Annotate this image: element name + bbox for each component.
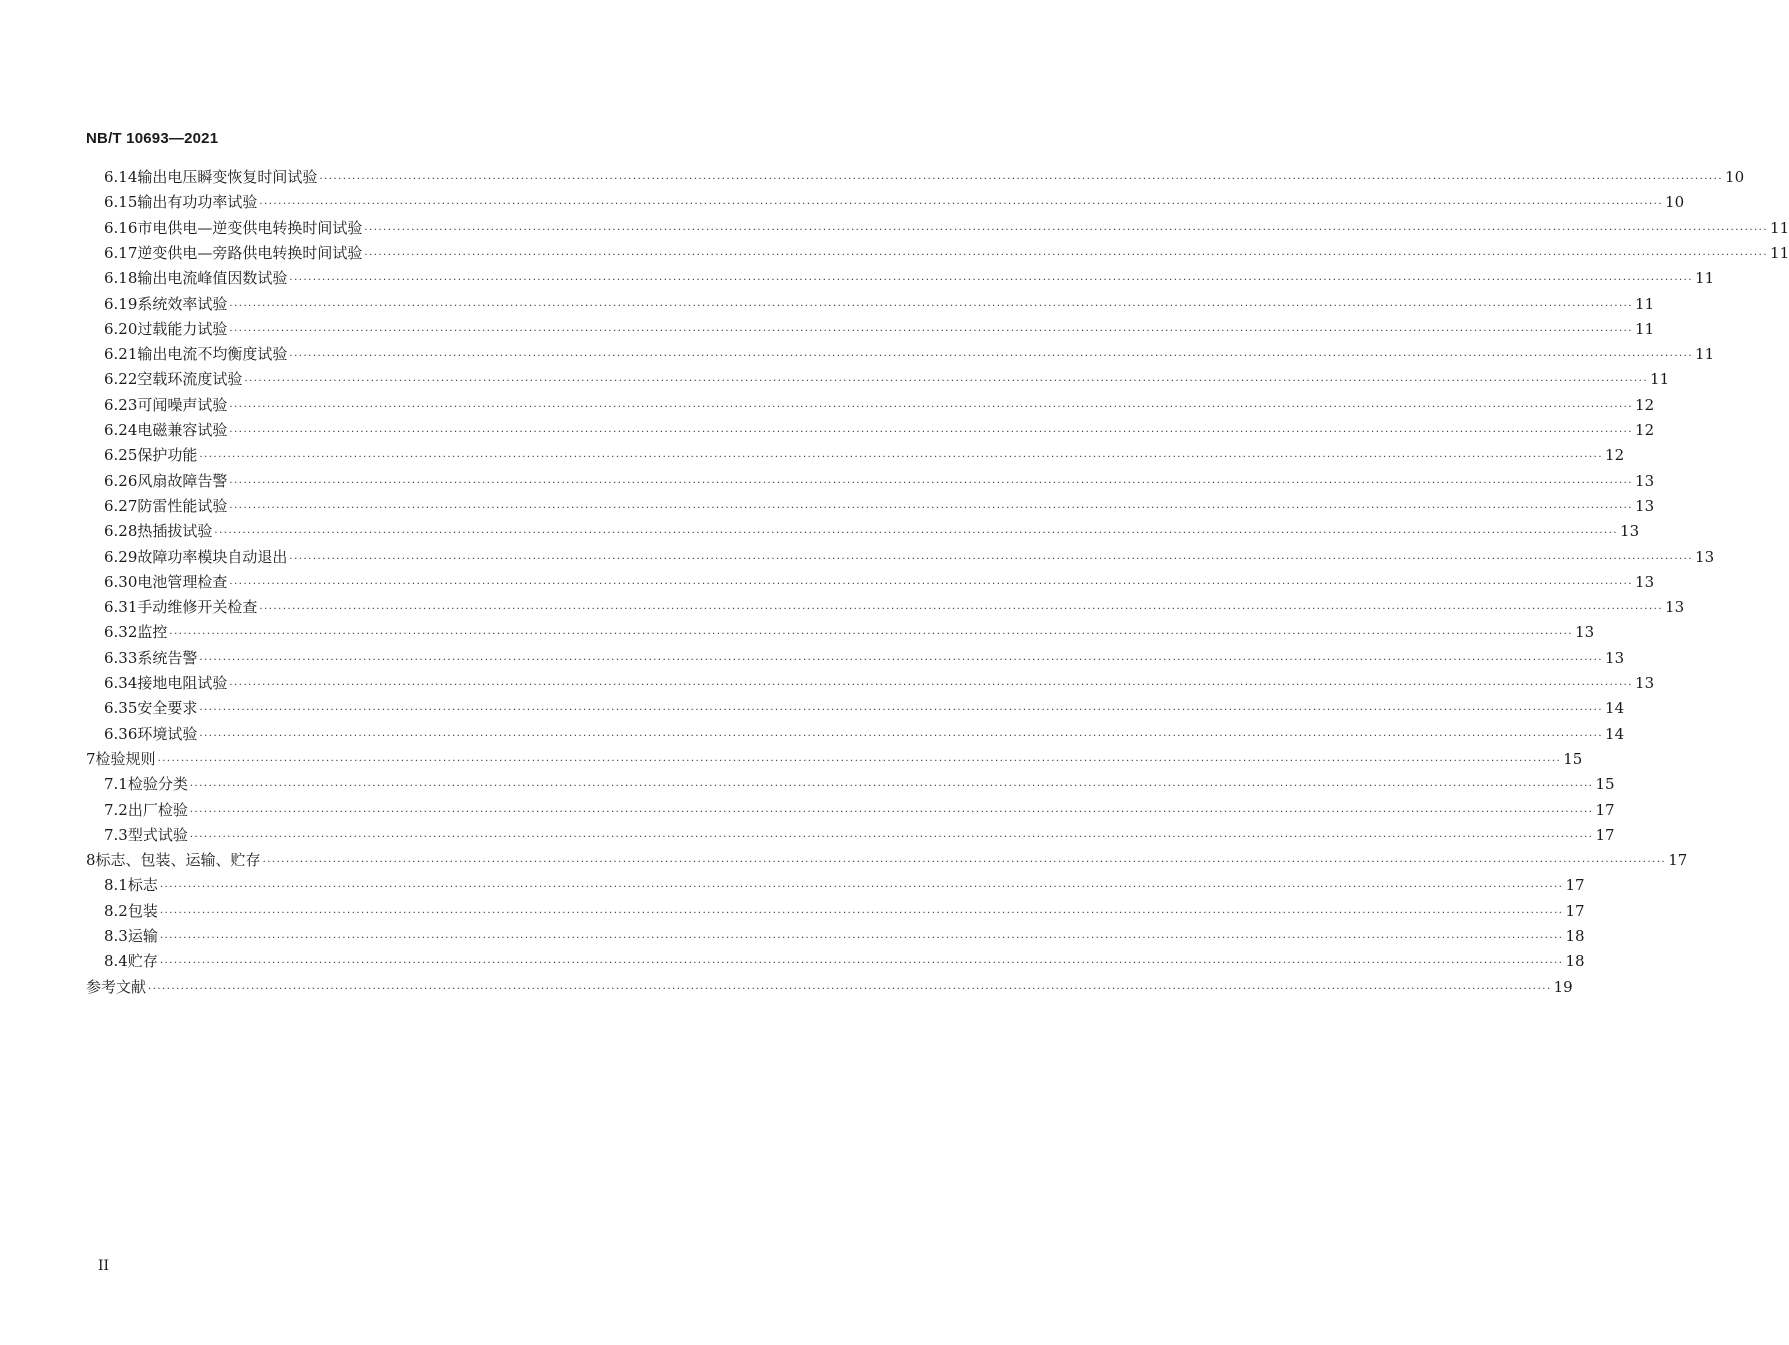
- toc-title: 市电供电—逆变供电转换时间试验: [137, 218, 363, 237]
- toc-entry[interactable]: [104, 874, 1585, 896]
- toc-title: 系统效率试验: [137, 294, 228, 313]
- toc-number: 6.17: [104, 243, 138, 262]
- toc-number: 6.24: [104, 421, 138, 439]
- toc-page-number: 13: [1575, 623, 1595, 642]
- dot-leader: ············································································································································································································································································································: [159, 933, 1564, 944]
- dot-leader: ············································································································································································································································································································: [229, 325, 1634, 337]
- toc-title: 运输: [127, 927, 158, 945]
- toc-page-number: 12: [1635, 421, 1655, 439]
- toc-page-number: 12: [1605, 446, 1625, 465]
- toc-title: 输出电流峰值因数试验: [137, 269, 288, 288]
- toc-page-number: 11: [1650, 370, 1670, 389]
- toc-entry[interactable]: [104, 900, 1585, 922]
- toc-entry[interactable]: [104, 824, 1615, 846]
- dot-leader: ············································································································································································································································································································: [229, 578, 1634, 590]
- toc-title: 出厂检验: [127, 800, 188, 819]
- toc-page-number: 13: [1635, 471, 1655, 490]
- toc-page-number: 17: [1595, 825, 1615, 844]
- toc-title: 检验分类: [127, 775, 188, 794]
- toc-page-number: 17: [1565, 901, 1585, 920]
- toc-page-number: 11: [1695, 269, 1715, 288]
- toc-number: 6.19: [104, 294, 138, 313]
- toc-number: 6.33: [104, 648, 138, 667]
- dot-leader: ············································································································································································································································································································: [229, 680, 1634, 691]
- toc-number: 6.21: [104, 345, 138, 364]
- toc-title: 电池管理检查: [137, 572, 228, 591]
- toc-entry[interactable]: [104, 444, 1625, 466]
- toc-number: 6.32: [104, 623, 138, 642]
- toc-entry[interactable]: [104, 242, 1789, 264]
- toc-number: 6.27: [104, 496, 138, 515]
- toc-number: 6.30: [104, 572, 138, 591]
- toc-page-number: 17: [1565, 876, 1585, 895]
- toc-entry[interactable]: [104, 925, 1585, 947]
- dot-leader: ············································································································································································································································································································: [319, 174, 1724, 185]
- toc-title: 电磁兼容试验: [137, 421, 228, 439]
- toc-page-number: 13: [1695, 547, 1715, 566]
- toc-title: 包装: [127, 901, 158, 920]
- toc-page-number: 19: [1553, 977, 1573, 996]
- toc-entry[interactable]: [104, 368, 1670, 390]
- toc-number: 6.35: [104, 699, 138, 718]
- toc-title: 环境试验: [137, 724, 198, 743]
- toc-page-number: 17: [1668, 851, 1688, 870]
- toc-number: 7.2: [104, 800, 128, 819]
- dot-leader: ············································································································································································································································································································: [229, 427, 1634, 438]
- dot-leader: ············································································································································································································································································································: [189, 806, 1594, 818]
- toc-title: 热插拔试验: [137, 522, 213, 541]
- toc-title: 保护功能: [137, 446, 198, 465]
- toc-page-number: 11: [1695, 345, 1715, 364]
- dot-leader: ············································································································································································································································································································: [364, 249, 1769, 261]
- dot-leader: ············································································································································································································································································································: [244, 376, 1649, 388]
- toc-entry[interactable]: [104, 950, 1585, 972]
- toc-title: 防雷性能试验: [137, 496, 228, 515]
- toc-entry[interactable]: [104, 217, 1789, 239]
- toc-page-number: 11: [1635, 319, 1655, 338]
- toc-number: 8.4: [104, 952, 128, 971]
- toc-page-number: 14: [1605, 724, 1625, 743]
- toc-entry[interactable]: [104, 697, 1625, 719]
- toc-title: 输出电流不均衡度试验: [137, 345, 288, 364]
- toc-title: 参考文献: [86, 977, 147, 996]
- toc-page-number: 14: [1605, 699, 1625, 718]
- toc-number: 8.3: [104, 927, 128, 945]
- toc-entry[interactable]: [104, 318, 1655, 340]
- toc-number: 6.22: [104, 370, 138, 389]
- toc-number: 7.1: [104, 775, 128, 794]
- toc-page-number: 13: [1665, 598, 1685, 617]
- toc-number: 7.3: [104, 825, 128, 844]
- toc-title: 标志: [127, 876, 158, 895]
- toc-entry[interactable]: [104, 343, 1715, 365]
- toc-page-number: 13: [1605, 648, 1625, 667]
- toc-entry[interactable]: [104, 293, 1655, 315]
- toc-number: 6.18: [104, 269, 138, 288]
- toc-page-number: 11: [1770, 218, 1789, 237]
- toc-number: 6.28: [104, 522, 138, 541]
- toc-entry[interactable]: [104, 672, 1655, 694]
- toc-page-number: 13: [1635, 572, 1655, 591]
- dot-leader: ············································································································································································································································································································: [289, 351, 1694, 363]
- toc-entry[interactable]: [104, 621, 1595, 643]
- toc-entry[interactable]: [104, 191, 1685, 213]
- dot-leader: ············································································································································································································································································································: [157, 755, 1562, 767]
- dot-leader: ············································································································································································································································································································: [199, 705, 1604, 717]
- toc-title: 系统告警: [137, 648, 198, 667]
- dot-leader: ············································································································································································································································································································: [289, 275, 1694, 287]
- dot-leader: ············································································································································································································································································································: [199, 452, 1604, 464]
- dot-leader: ············································································································································································································································································································: [364, 224, 1769, 236]
- dot-leader: ············································································································································································································································································································: [259, 199, 1664, 211]
- toc-page-number: 17: [1595, 800, 1615, 819]
- dot-leader: ············································································································································································································································································································: [189, 831, 1594, 843]
- toc-entry[interactable]: [104, 166, 1745, 188]
- dot-leader: ············································································································································································································································································································: [289, 553, 1694, 565]
- toc-page-number: 18: [1565, 927, 1585, 945]
- toc-number: 6.29: [104, 547, 138, 566]
- dot-leader: ············································································································································································································································································································: [229, 300, 1634, 312]
- page-number: II: [98, 1258, 110, 1274]
- toc-title: 可闻噪声试验: [137, 395, 228, 414]
- toc-entry[interactable]: [104, 495, 1655, 517]
- toc-page-number: 10: [1725, 168, 1745, 186]
- dot-leader: ············································································································································································································································································································: [169, 629, 1574, 641]
- dot-leader: ············································································································································································································································································································: [159, 907, 1564, 919]
- toc-title: 风扇故障告警: [137, 471, 228, 490]
- toc-entry[interactable]: [104, 723, 1625, 745]
- toc-number: 6.36: [104, 724, 138, 743]
- toc-entry[interactable]: [104, 596, 1685, 618]
- toc-number: 7: [86, 749, 96, 768]
- toc-number: 6.15: [104, 193, 138, 212]
- toc-entry[interactable]: [104, 520, 1640, 542]
- toc-page-number: 10: [1665, 193, 1685, 212]
- toc-page-number: 13: [1635, 674, 1655, 692]
- toc-entry[interactable]: [104, 773, 1615, 795]
- toc-entry[interactable]: [104, 470, 1655, 492]
- toc-entry[interactable]: [104, 546, 1715, 568]
- toc-number: 8.1: [104, 876, 128, 895]
- toc-entry[interactable]: [86, 976, 1573, 998]
- dot-leader: ············································································································································································································································································································: [262, 857, 1667, 869]
- dot-leader: ············································································································································································································································································································: [189, 781, 1594, 793]
- dot-leader: ············································································································································································································································································································: [159, 958, 1564, 970]
- toc-title: 接地电阻试验: [137, 674, 228, 692]
- toc-title: 逆变供电—旁路供电转换时间试验: [137, 243, 363, 262]
- toc-entry[interactable]: [86, 849, 1688, 871]
- toc-page-number: 11: [1635, 294, 1655, 313]
- toc-number: 8.2: [104, 901, 128, 920]
- toc-number: 6.34: [104, 674, 138, 692]
- toc-number: 6.14: [104, 168, 138, 186]
- toc-title: 输出有功功率试验: [137, 193, 258, 212]
- toc-number: 6.26: [104, 471, 138, 490]
- toc-number: 6.16: [104, 218, 138, 237]
- toc-page-number: 15: [1595, 775, 1615, 794]
- toc-number: 6.25: [104, 446, 138, 465]
- toc-title: 安全要求: [137, 699, 198, 718]
- toc-title: 检验规则: [95, 749, 156, 768]
- dot-leader: ············································································································································································································································································································: [199, 654, 1604, 666]
- toc-number: 8: [86, 851, 96, 870]
- dot-leader: ············································································································································································································································································································: [148, 983, 1552, 995]
- toc-page-number: 18: [1565, 952, 1585, 971]
- toc-page-number: 13: [1635, 496, 1655, 515]
- toc-title: 贮存: [127, 952, 158, 971]
- dot-leader: ············································································································································································································································································································: [229, 477, 1634, 489]
- toc-title: 故障功率模块自动退出: [137, 547, 288, 566]
- dot-leader: ············································································································································································································································································································: [199, 730, 1604, 742]
- toc-entry[interactable]: [104, 571, 1655, 593]
- dot-leader: ············································································································································································································································································································: [214, 528, 1619, 540]
- toc-entry[interactable]: [104, 419, 1655, 441]
- toc-entry[interactable]: [104, 647, 1625, 669]
- toc-page-number: 12: [1635, 395, 1655, 414]
- document-id: NB/T 10693—2021: [86, 130, 219, 147]
- toc-number: 6.20: [104, 319, 138, 338]
- toc-title: 监控: [137, 623, 168, 642]
- toc-title: 输出电压瞬变恢复时间试验: [137, 168, 318, 186]
- toc-number: 6.31: [104, 598, 138, 617]
- toc-page-number: 11: [1770, 243, 1789, 262]
- toc-page-number: 13: [1620, 522, 1640, 541]
- toc-title: 手动维修开关检查: [137, 598, 258, 617]
- toc-entry[interactable]: [86, 748, 1583, 770]
- toc-title: 型式试验: [127, 825, 188, 844]
- toc-title: 过载能力试验: [137, 319, 228, 338]
- toc-title: 空载环流度试验: [137, 370, 243, 389]
- dot-leader: ············································································································································································································································································································: [259, 604, 1664, 616]
- toc-entry[interactable]: [104, 394, 1655, 416]
- toc-entry[interactable]: [104, 799, 1615, 821]
- toc-entry[interactable]: [104, 267, 1715, 289]
- toc-page-number: 15: [1563, 749, 1583, 768]
- dot-leader: ············································································································································································································································································································: [229, 401, 1634, 413]
- dot-leader: ············································································································································································································································································································: [159, 882, 1564, 894]
- toc-number: 6.23: [104, 395, 138, 414]
- toc-title: 标志、包装、运输、贮存: [95, 851, 261, 870]
- dot-leader: ············································································································································································································································································································: [229, 502, 1634, 514]
